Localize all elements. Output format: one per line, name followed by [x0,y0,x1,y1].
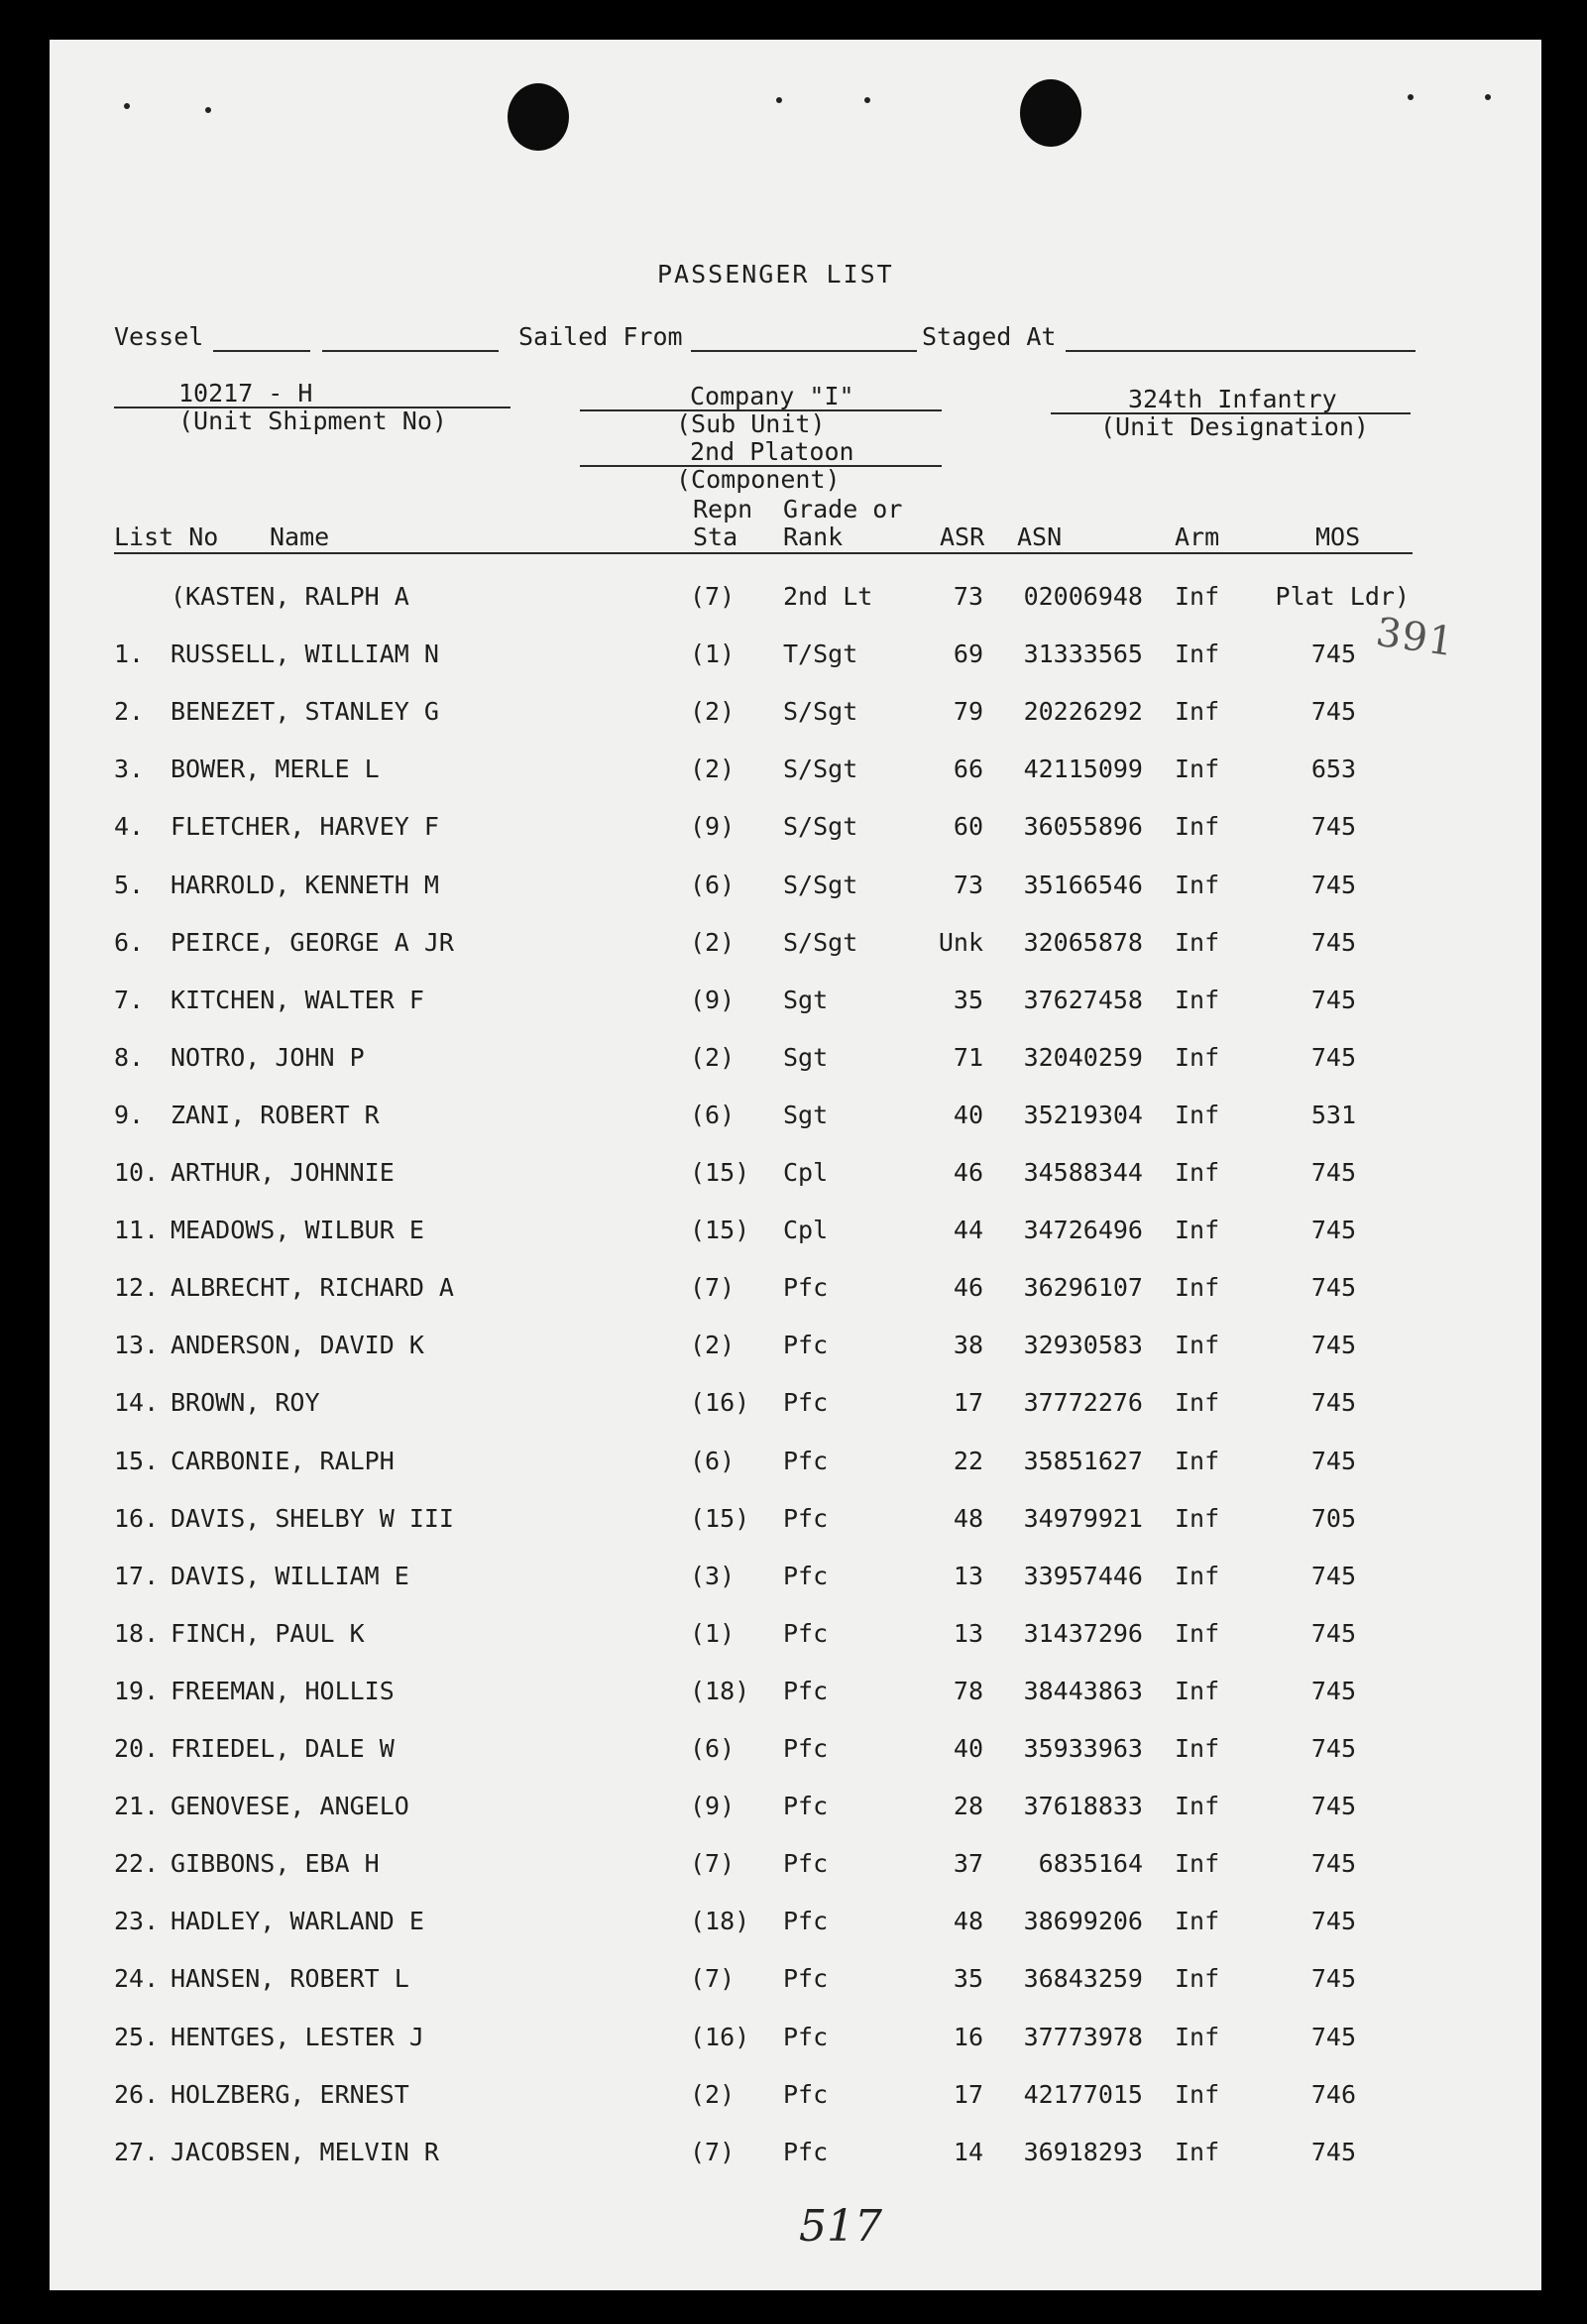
row-mos: 653 [1310,755,1356,784]
row-name: ZANI, ROBERT R [170,1100,380,1129]
table-row [50,1447,1541,1478]
row-grade: Pfc [783,2022,829,2051]
table-row [50,1619,1541,1651]
row-list-no: 23. [114,1907,160,1936]
row-asn: 35851627 [1023,1446,1143,1475]
row-name: KITCHEN, WALTER F [170,985,424,1014]
row-asr: 17 [953,2079,983,2109]
row-arm: Inf [1175,1964,1220,1994]
col-asn: ASN [1017,523,1063,551]
row-list-no: 15. [114,1446,160,1475]
row-grade: S/Sgt [783,812,858,842]
table-row [50,1158,1541,1190]
row-grade: Pfc [783,1849,829,1879]
row-repn-sta: (1) [690,639,736,669]
speck [864,97,870,103]
row-asn: 34588344 [1023,1158,1143,1187]
col-sta: Sta [693,523,738,551]
component: 2nd Platoon [690,437,854,466]
row-mos: 745 [1310,1676,1356,1705]
row-arm: Inf [1175,582,1220,611]
row-arm: Inf [1175,985,1220,1014]
row-mos: 745 [1310,697,1356,727]
row-grade: Pfc [783,2079,829,2109]
row-grade: Cpl [783,1216,829,1245]
row-asn: 35933963 [1023,1734,1143,1763]
row-list-no: 14. [114,1388,160,1418]
row-repn-sta: (2) [690,755,736,784]
row-repn-sta: (18) [690,1907,750,1936]
row-arm: Inf [1175,1158,1220,1187]
speck [124,103,130,109]
sailed-from-line [691,350,917,352]
row-list-no: 19. [114,1676,160,1705]
row-asr: 46 [953,1273,983,1303]
row-grade: Sgt [783,1042,829,1072]
row-mos: Plat Ldr) [1275,582,1410,611]
col-mos: MOS [1315,523,1361,551]
row-asn: 42115099 [1023,755,1143,784]
row-list-no: 16. [114,1503,160,1533]
table-row [50,2138,1541,2169]
row-name: HOLZBERG, ERNEST [170,2079,409,2109]
row-asn: 42177015 [1023,2079,1143,2109]
row-grade: Pfc [783,1676,829,1705]
row-asr: 28 [953,1792,983,1821]
row-name: DAVIS, SHELBY W III [170,1503,454,1533]
col-asr: ASR [940,523,985,551]
row-mos: 745 [1310,1964,1356,1994]
document-title: PASSENGER LIST [657,260,894,289]
col-repn-top: Repn [693,495,753,523]
row-list-no: 20. [114,1734,160,1763]
row-name: HADLEY, WARLAND E [170,1907,424,1936]
sub-unit-label: (Sub Unit) [676,409,826,438]
row-name: NOTRO, JOHN P [170,1042,365,1072]
row-list-no: 24. [114,1964,160,1994]
row-list-no: 4. [114,812,145,842]
row-arm: Inf [1175,1503,1220,1533]
row-asr: 48 [953,1907,983,1936]
row-arm: Inf [1175,1100,1220,1129]
table-row [50,639,1541,671]
row-list-no: 18. [114,1618,160,1648]
table-row [50,1677,1541,1708]
table-row [50,2080,1541,2112]
col-arm: Arm [1175,523,1220,551]
row-grade: Pfc [783,1561,829,1590]
row-asr: 13 [953,1561,983,1590]
row-grade: Sgt [783,985,829,1014]
row-name: JACOBSEN, MELVIN R [170,2137,439,2166]
row-grade: S/Sgt [783,697,858,727]
row-mos: 745 [1310,1849,1356,1879]
row-arm: Inf [1175,812,1220,842]
row-asr: 71 [953,1042,983,1072]
row-asr: 73 [953,582,983,611]
row-asn: 38443863 [1023,1676,1143,1705]
row-mos: 745 [1310,812,1356,842]
row-grade: Pfc [783,1388,829,1418]
unit-shipment-no: 10217 - H [178,379,313,407]
table-row [50,1216,1541,1247]
row-mos: 745 [1310,1158,1356,1187]
row-repn-sta: (16) [690,2022,750,2051]
table-row [50,582,1541,614]
row-grade: Pfc [783,2137,829,2166]
col-list-no: List No [114,523,219,551]
table-row [50,812,1541,844]
document-page [50,40,1541,2290]
row-arm: Inf [1175,1331,1220,1360]
row-repn-sta: (6) [690,870,736,899]
row-name: FREEMAN, HOLLIS [170,1676,395,1705]
speck [776,97,782,103]
table-row [50,1273,1541,1305]
row-mos: 531 [1310,1100,1356,1129]
row-mos: 745 [1310,1446,1356,1475]
row-asn: 34726496 [1023,1216,1143,1245]
row-arm: Inf [1175,697,1220,727]
row-asr: 69 [953,639,983,669]
row-list-no: 1. [114,639,145,669]
row-asn: 37773978 [1023,2022,1143,2051]
row-list-no: 13. [114,1331,160,1360]
row-repn-sta: (1) [690,1618,736,1648]
header-rule [114,552,1413,554]
table-row [50,1907,1541,1938]
row-asn: 32065878 [1023,927,1143,957]
row-asr: 16 [953,2022,983,2051]
row-list-no: 7. [114,985,145,1014]
row-asn: 37772276 [1023,1388,1143,1418]
row-grade: Pfc [783,1446,829,1475]
row-asn: 20226292 [1023,697,1143,727]
row-asn: 37618833 [1023,1792,1143,1821]
row-grade: S/Sgt [783,870,858,899]
row-asn: 32040259 [1023,1042,1143,1072]
table-row [50,1734,1541,1766]
row-name: ARTHUR, JOHNNIE [170,1158,395,1187]
row-asn: 31333565 [1023,639,1143,669]
row-asn: 35166546 [1023,870,1143,899]
row-arm: Inf [1175,1618,1220,1648]
stamp-number: 391 [1373,609,1458,666]
row-asr: 78 [953,1676,983,1705]
row-asn: 02006948 [1023,582,1143,611]
row-list-no: 2. [114,697,145,727]
staged-at-line [1066,350,1416,352]
row-name: PEIRCE, GEORGE A JR [170,927,454,957]
row-grade: Pfc [783,1907,829,1936]
table-row [50,1849,1541,1881]
row-name: RUSSELL, WILLIAM N [170,639,439,669]
row-arm: Inf [1175,639,1220,669]
table-row [50,1562,1541,1593]
vessel-line-2 [322,350,499,352]
table-row [50,871,1541,902]
table-row [50,2023,1541,2054]
sub-unit: Company "I" [690,382,854,410]
row-name: GIBBONS, EBA H [170,1849,380,1879]
table-row [50,928,1541,960]
row-asr: 17 [953,1388,983,1418]
row-mos: 745 [1310,1907,1356,1936]
row-list-no: 6. [114,927,145,957]
row-repn-sta: (9) [690,812,736,842]
row-repn-sta: (7) [690,582,736,611]
table-row [50,986,1541,1017]
page-number: 517 [799,2201,882,2252]
row-asr: 79 [953,697,983,727]
row-name: DAVIS, WILLIAM E [170,1561,409,1590]
col-name: Name [270,523,330,551]
row-mos: 745 [1310,2022,1356,2051]
table-row [50,1101,1541,1132]
row-list-no: 21. [114,1792,160,1821]
row-mos: 745 [1310,1331,1356,1360]
row-arm: Inf [1175,1042,1220,1072]
row-name: FRIEDEL, DALE W [170,1734,395,1763]
row-name: HANSEN, ROBERT L [170,1964,409,1994]
row-mos: 745 [1310,1273,1356,1303]
row-list-no: 5. [114,870,145,899]
row-grade: Cpl [783,1158,829,1187]
row-name: BROWN, ROY [170,1388,320,1418]
row-name: ANDERSON, DAVID K [170,1331,424,1360]
row-list-no: 11. [114,1216,160,1245]
table-row [50,1388,1541,1420]
table-row [50,755,1541,786]
row-asr: 37 [953,1849,983,1879]
row-mos: 745 [1310,1216,1356,1245]
row-list-no: 25. [114,2022,160,2051]
row-list-no: 9. [114,1100,145,1129]
row-name: BOWER, MERLE L [170,755,380,784]
row-mos: 745 [1310,1734,1356,1763]
table-row [50,697,1541,729]
row-arm: Inf [1175,1792,1220,1821]
table-row [50,1331,1541,1362]
row-asn: 36843259 [1023,1964,1143,1994]
row-list-no: 10. [114,1158,160,1187]
row-asn: 6835164 [1038,1849,1143,1879]
row-grade: Pfc [783,1331,829,1360]
row-repn-sta: (7) [690,1964,736,1994]
row-repn-sta: (15) [690,1216,750,1245]
table-row [50,1964,1541,1996]
row-mos: 745 [1310,1792,1356,1821]
row-name: CARBONIE, RALPH [170,1446,395,1475]
row-mos: 745 [1310,870,1356,899]
row-asr: 44 [953,1216,983,1245]
row-name: ALBRECHT, RICHARD A [170,1273,454,1303]
row-grade: Pfc [783,1618,829,1648]
row-asr: 66 [953,755,983,784]
row-mos: 745 [1310,985,1356,1014]
row-asr: 35 [953,985,983,1014]
row-list-no: 12. [114,1273,160,1303]
row-repn-sta: (2) [690,927,736,957]
row-arm: Inf [1175,1734,1220,1763]
col-grade-top: Grade or [783,495,903,523]
speck [1408,94,1414,100]
row-arm: Inf [1175,927,1220,957]
row-arm: Inf [1175,1849,1220,1879]
row-asn: 38699206 [1023,1907,1143,1936]
row-mos: 705 [1310,1503,1356,1533]
row-repn-sta: (7) [690,1273,736,1303]
unit-designation: 324th Infantry [1128,385,1337,413]
row-list-no: 26. [114,2079,160,2109]
row-grade: Pfc [783,1734,829,1763]
speck [1485,94,1491,100]
row-mos: 745 [1310,927,1356,957]
row-name: HARROLD, KENNETH M [170,870,439,899]
row-grade: T/Sgt [783,639,858,669]
row-list-no: 22. [114,1849,160,1879]
unit-shipment-label: (Unit Shipment No) [178,407,447,435]
row-repn-sta: (15) [690,1158,750,1187]
punch-hole-right [1020,79,1081,147]
table-row [50,1504,1541,1536]
row-mos: 745 [1310,1561,1356,1590]
row-mos: 745 [1310,1388,1356,1418]
row-asr: 40 [953,1100,983,1129]
row-mos: 745 [1310,639,1356,669]
row-arm: Inf [1175,870,1220,899]
col-rank: Rank [783,523,844,551]
row-list-no: 8. [114,1042,145,1072]
row-grade: Pfc [783,1964,829,1994]
row-asr: 38 [953,1331,983,1360]
row-asn: 37627458 [1023,985,1143,1014]
staged-at-label: Staged At [922,322,1057,351]
row-grade: Pfc [783,1792,829,1821]
row-asn: 32930583 [1023,1331,1143,1360]
row-name: MEADOWS, WILBUR E [170,1216,424,1245]
row-arm: Inf [1175,1676,1220,1705]
table-row [50,1043,1541,1075]
row-repn-sta: (9) [690,985,736,1014]
row-repn-sta: (2) [690,697,736,727]
row-mos: 745 [1310,1618,1356,1648]
row-mos: 745 [1310,2137,1356,2166]
row-repn-sta: (2) [690,1042,736,1072]
row-asr: 35 [953,1964,983,1994]
row-name: FINCH, PAUL K [170,1618,365,1648]
row-repn-sta: (6) [690,1734,736,1763]
row-arm: Inf [1175,1388,1220,1418]
row-arm: Inf [1175,2079,1220,2109]
table-row [50,1792,1541,1823]
row-repn-sta: (3) [690,1561,736,1590]
row-grade: Pfc [783,1273,829,1303]
row-list-no: 17. [114,1561,160,1590]
row-asn: 36296107 [1023,1273,1143,1303]
row-asn: 34979921 [1023,1503,1143,1533]
row-repn-sta: (7) [690,1849,736,1879]
row-asr: 40 [953,1734,983,1763]
row-repn-sta: (2) [690,1331,736,1360]
row-arm: Inf [1175,1446,1220,1475]
row-asr: 46 [953,1158,983,1187]
punch-hole-left [508,83,569,151]
row-repn-sta: (16) [690,1388,750,1418]
row-repn-sta: (7) [690,2137,736,2166]
component-label: (Component) [676,465,841,494]
row-grade: S/Sgt [783,927,858,957]
row-mos: 745 [1310,1042,1356,1072]
row-grade: 2nd Lt [783,582,873,611]
row-grade: Sgt [783,1100,829,1129]
row-repn-sta: (18) [690,1676,750,1705]
unit-designation-label: (Unit Designation) [1100,412,1369,441]
row-list-no: 27. [114,2137,160,2166]
row-asr: 60 [953,812,983,842]
row-grade: S/Sgt [783,755,858,784]
row-asr: 14 [953,2137,983,2166]
row-arm: Inf [1175,755,1220,784]
row-arm: Inf [1175,2022,1220,2051]
row-repn-sta: (6) [690,1100,736,1129]
row-arm: Inf [1175,1907,1220,1936]
row-asr: 73 [953,870,983,899]
speck [205,107,211,113]
row-mos: 746 [1310,2079,1356,2109]
row-asr: Unk [938,927,983,957]
row-repn-sta: (2) [690,2079,736,2109]
vessel-line [213,350,310,352]
row-arm: Inf [1175,1273,1220,1303]
row-repn-sta: (9) [690,1792,736,1821]
row-arm: Inf [1175,1561,1220,1590]
row-asr: 48 [953,1503,983,1533]
row-asn: 36918293 [1023,2137,1143,2166]
row-arm: Inf [1175,1216,1220,1245]
row-asn: 36055896 [1023,812,1143,842]
sailed-from-label: Sailed From [518,322,683,351]
row-name: FLETCHER, HARVEY F [170,812,439,842]
row-name: BENEZET, STANLEY G [170,697,439,727]
row-asr: 22 [953,1446,983,1475]
row-repn-sta: (6) [690,1446,736,1475]
row-asn: 31437296 [1023,1618,1143,1648]
vessel-label: Vessel [114,322,204,351]
row-repn-sta: (15) [690,1503,750,1533]
row-name: HENTGES, LESTER J [170,2022,424,2051]
row-asr: 13 [953,1618,983,1648]
row-name: (KASTEN, RALPH A [170,582,409,611]
row-list-no: 3. [114,755,145,784]
row-grade: Pfc [783,1503,829,1533]
row-asn: 33957446 [1023,1561,1143,1590]
row-arm: Inf [1175,2137,1220,2166]
row-asn: 35219304 [1023,1100,1143,1129]
row-name: GENOVESE, ANGELO [170,1792,409,1821]
